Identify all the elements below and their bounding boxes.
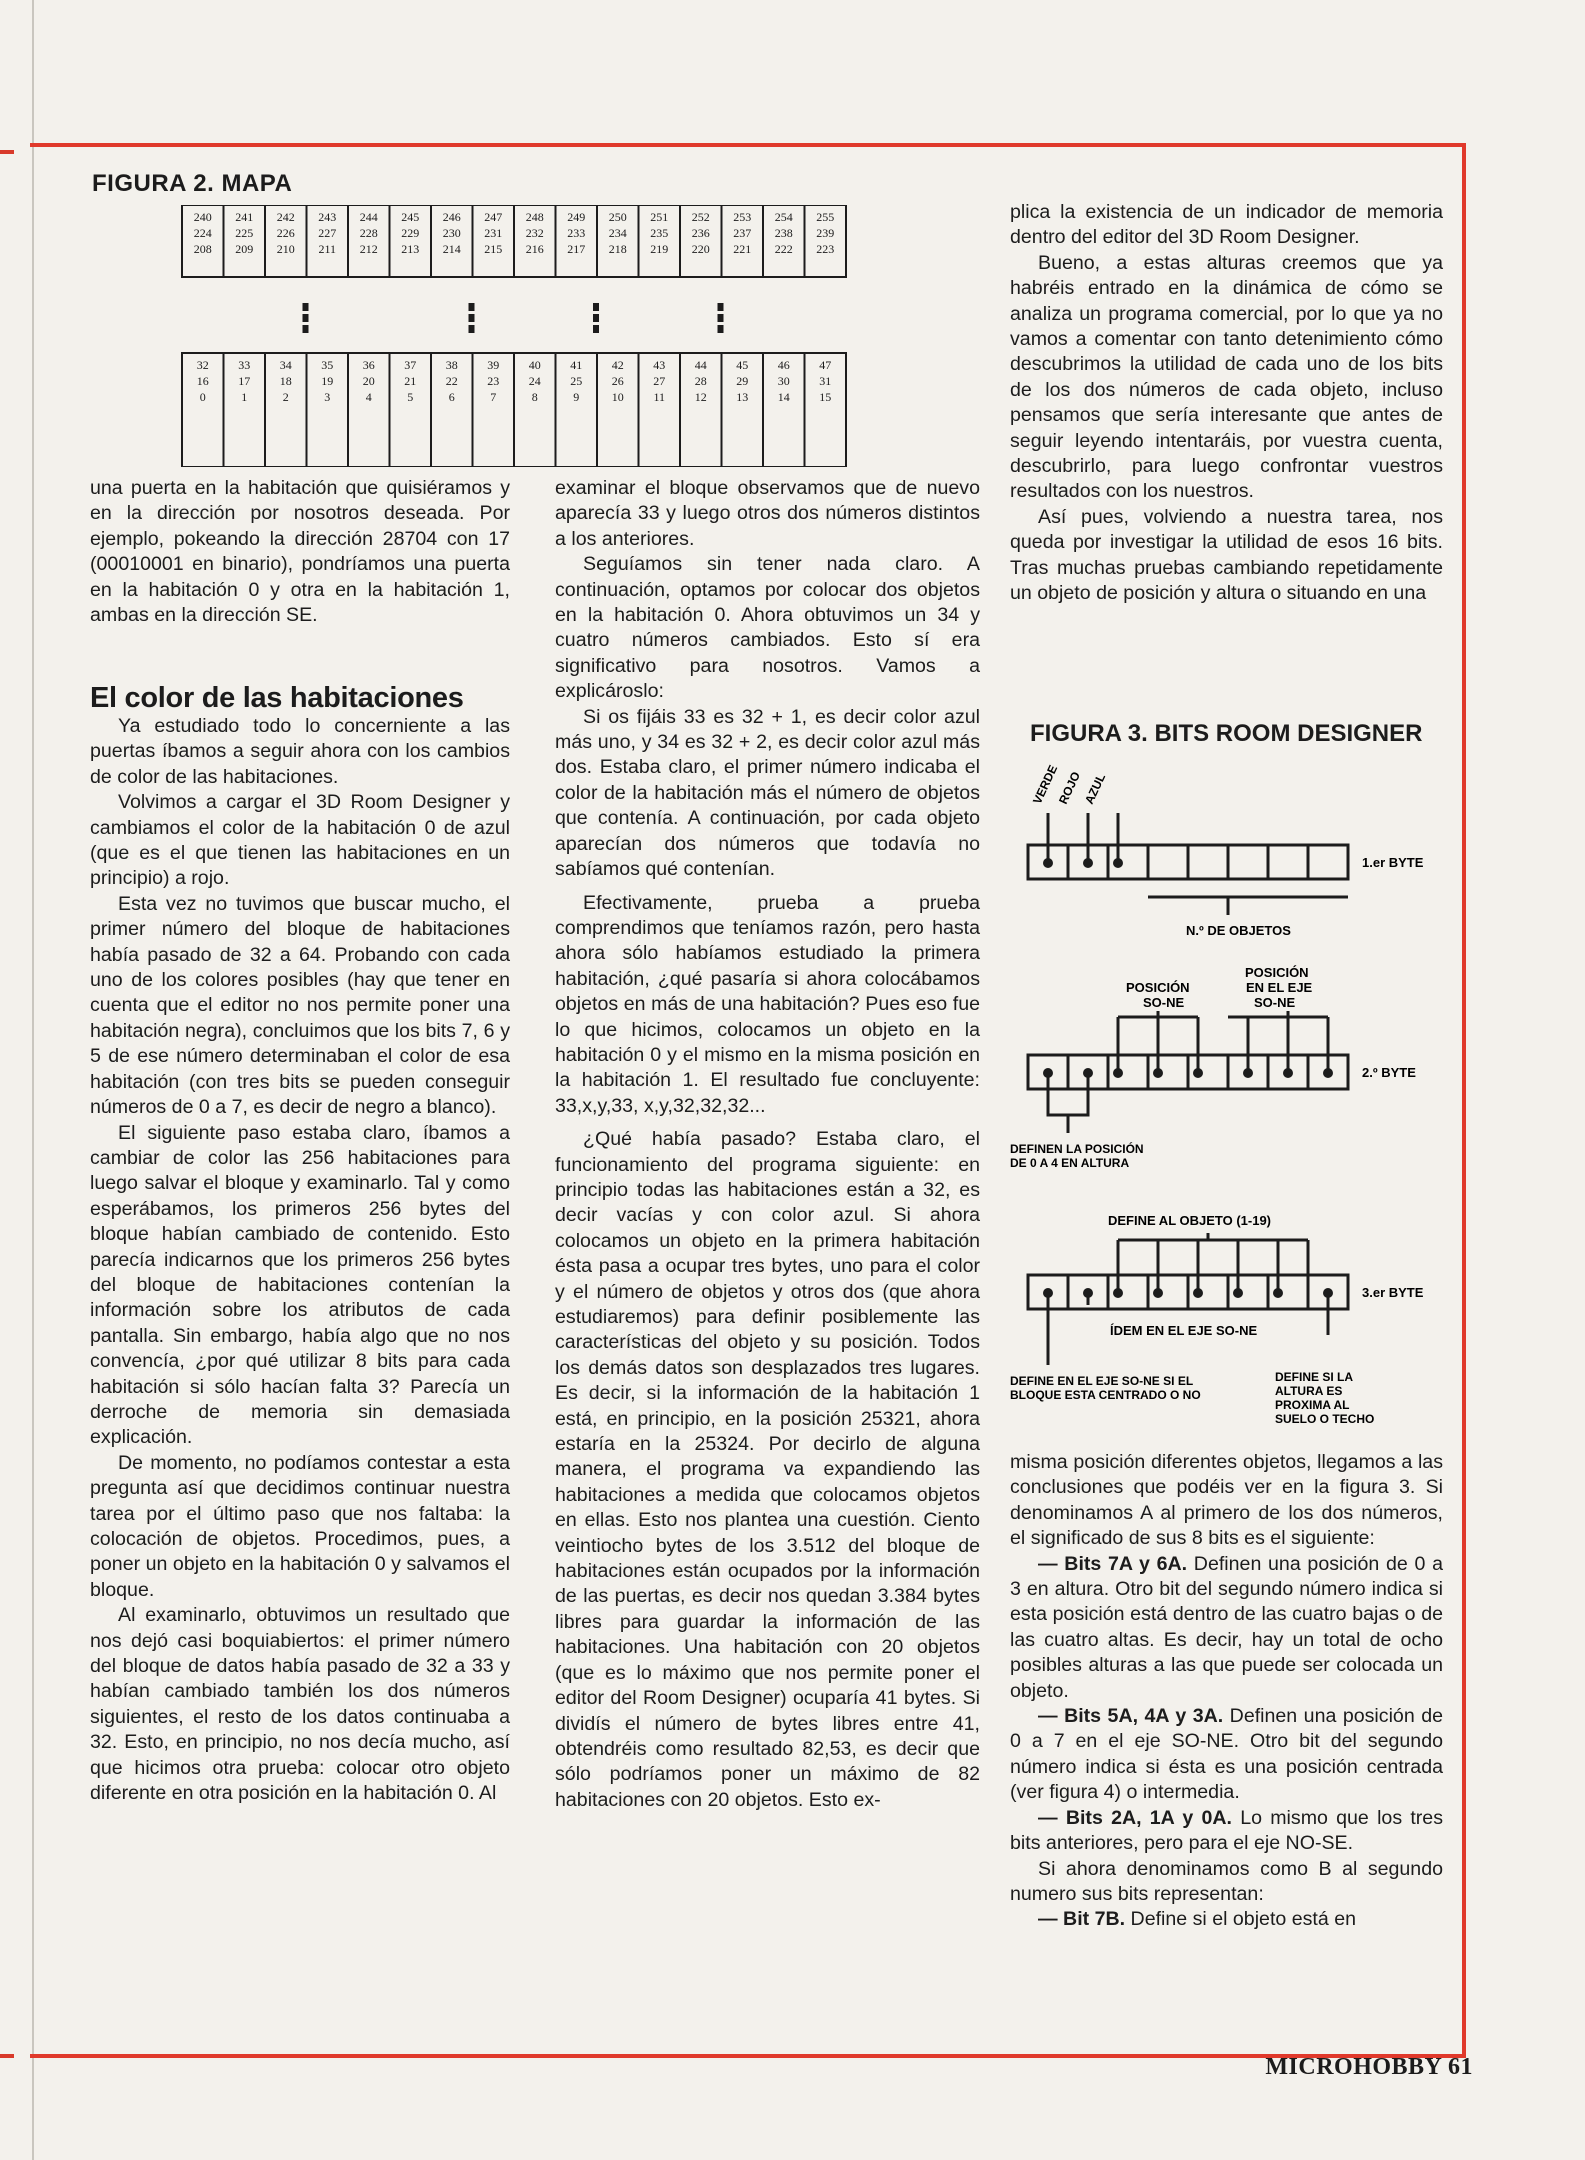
map-top-room-number: 240 — [193, 210, 212, 224]
paragraph: Al examinarlo, obtuvimos un resultado que nos dejó casi boquiabiertos: el primer número del bloque de datos había pasado de 32 a 33 y habían cambiado también los dos números siguientes, el resto de los datos continuaba a 32. Esto, en principio, no nos decía mucho, así que hicimos otra prueba: colocar otro objeto diferente en otra posición en la habitación 0. Al — [90, 1604, 510, 1805]
map-top-room-number: 212 — [359, 242, 378, 256]
paragraph — [1010, 1552, 1443, 1704]
map-top-room-number: 222 — [774, 242, 793, 256]
map-continuation-mark — [303, 314, 309, 322]
map-top-room-number: 210 — [276, 242, 295, 256]
bits-2a-1a-0a-text: Lo mismo que los tres bits anteriores, pero para el eje NO-SE. — [1010, 1806, 1444, 1855]
map-bottom-room-number: 25 — [570, 374, 583, 388]
map-top-room-number: 255 — [816, 210, 835, 224]
map-bottom-room-number: 38 — [445, 358, 458, 372]
map-bottom-room-number: 23 — [487, 374, 500, 388]
paragraph: Volvimos a cargar el 3D Room Designer y cambiamos el color de la habitación 0 de azul (que es el que tienen las habitaciones en un principio) a rojo. — [90, 791, 510, 890]
map-bottom-room-number: 17 — [238, 374, 251, 388]
map-top-room-number: 224 — [193, 226, 212, 240]
paragraph: Esta vez no tuvimos que buscar mucho, el primer número del bloque de habitaciones había pasado de 32 a 64. Probando con cada uno de los colores posibles (hay que tener en cuenta que el editor no nos permite poner una habitación negra), concluimos que los bits 7, 6 y 5 de ese número determinaban el color de esa habitación (con tres bits se pueden conseguir números de 0 a 7, es decir de negro a blanco). — [90, 892, 510, 1119]
map-top-room-number: 217 — [567, 242, 586, 256]
label-verde: VERDE — [1030, 762, 1061, 807]
map-top-room-number: 209 — [235, 242, 254, 256]
map-bottom-room-number: 5 — [407, 390, 414, 404]
map-top-room-number: 244 — [359, 210, 378, 224]
map-bottom-room-number: 26 — [611, 374, 624, 388]
map-top-room-number: 215 — [484, 242, 503, 256]
map-continuation-mark — [593, 303, 599, 311]
paragraph: Efectivamente, prueba a prueba comprendimos que teníamos razón, pero hasta ahora sólo habíamos estudiado la primera habitación, ¿qué pasaría si ahora colocábamos objetos en más de una habitación? Pues eso fue lo que hicimos, colocamos un objeto en la habitación 0 y el mismo en la misma posición en la habitación 1. El resultado fue concluyente: 33,x,y,33, x,y,32,32,32... — [555, 891, 980, 1117]
page-footer: MICROHOBBY 61 — [1265, 2054, 1473, 2080]
map-bottom-room-number: 34 — [279, 358, 292, 372]
map-continuation-mark — [718, 314, 724, 322]
map-continuation-mark — [593, 314, 599, 322]
define-centrado-line-2: BLOQUE ESTA CENTRADO O NO — [1010, 1388, 1201, 1402]
pos-sone-line-2: SO-NE — [1143, 995, 1185, 1010]
map-top-room-number: 246 — [442, 210, 461, 224]
map-bottom-room-number: 3 — [324, 390, 331, 404]
map-continuation-mark — [469, 314, 475, 322]
map-bottom-room-number: 24 — [528, 374, 541, 388]
pos-eje-line-1: POSICIÓN — [1245, 965, 1309, 980]
map-bottom-room-number: 22 — [445, 374, 458, 388]
paragraph: ¿Qué había pasado? Estaba claro, el funcionamiento del programa siguiente: en principio todas las habitaciones están a 32, es decir vacías y con color azul. Si ahora colocamos un objeto en la primera habitación ésta pasa a ocupar tres bytes, uno para el color y el número de objetos y otros dos (que ahora estudiaremos) para definir posiblemente las características del objeto y su posición. Todos los demás datos son desplazados tres lugares. Es decir, si la información de la habitación 1 está, en principio, en la posición 25321, ahora estaría en la 25324. Por decirlo de alguna manera, el programa va expandiendo las habitaciones a medida que colocamos objetos en ellas. Esto nos plantea una cuestión. Ciento veintiocho bytes de los 3.512 del bloque de habitaciones están ocupados por la información de las puertas, es decir nos quedan 3.384 bytes libres para guardar la información de las habitaciones. Una habitación con 20 objetos (que es lo máximo que nos permite poner el editor del Room Designer) ocuparía 41 bytes. Si dividís el número de bytes libres entre 41, obtendréis como resultado 82,53, es decir que sólo podríamos poner un máximo de 82 habitaciones con 20 objetos. Esto ex- — [555, 1128, 980, 1811]
map-top-room-number: 233 — [567, 226, 586, 240]
bits-5a-4a-3a-heading: — Bits 5A, 4A y 3A. — [1038, 1705, 1224, 1728]
map-bottom-room-number: 18 — [279, 374, 292, 388]
paragraph: Así pues, volviendo a nuestra tarea, nos queda por investigar la utilidad de esos 16 bits. Tras muchas pruebas cambiando repetidamente un objeto de posición y altura o situando en una — [1010, 505, 1443, 605]
map-top-room-number: 252 — [691, 210, 710, 224]
map-bottom-room-number: 46 — [777, 358, 790, 372]
map-top-room-number: 249 — [567, 210, 586, 224]
map-top-room-number: 219 — [650, 242, 669, 256]
pos-eje-line-2: EN EL EJE — [1246, 980, 1313, 995]
bits-7a-6a-text: Definen una posición de 0 a 3 en altura. Otro bit del segundo número indica si esta posición está dentro de las cuatro bajas o de las cuatro altas. Es decir, hay un total de ocho posibles alturas a las que puede ser colocada un objeto. — [1010, 1552, 1443, 1702]
map-bottom-room-number: 12 — [694, 390, 707, 404]
paragraph: Seguíamos sin tener nada claro. A continuación, optamos por colocar dos objetos en la habitación 0. Ahora obtuvimos un 34 y cuatro números cambiados. Esto sí era significativo para nosotros. Vamos a explicároslo: — [555, 553, 980, 703]
map-top-room-number: 236 — [691, 226, 710, 240]
map-bottom-room-number: 30 — [777, 374, 790, 388]
paragraph — [1010, 1907, 1443, 1932]
definen-altura-line-2: DE 0 A 4 EN ALTURA — [1010, 1156, 1130, 1170]
map-bottom-room-number: 11 — [653, 390, 666, 404]
paragraph: misma posición diferentes objetos, llegamos a las conclusiones que podéis ver en la figura 3. Si denominamos A al primero de los dos números, el significado de sus 8 bits es el siguiente: — [1010, 1451, 1443, 1550]
paragraph: plica la existencia de un indicador de memoria dentro del editor del 3D Room Designer. — [1010, 201, 1443, 249]
margin-mark-bottom — [0, 2054, 14, 2058]
label-rojo: ROJO — [1056, 769, 1084, 807]
map-continuation-mark — [469, 303, 475, 311]
map-top-room-number: 223 — [816, 242, 835, 256]
map-top-room-number: 242 — [276, 210, 295, 224]
map-top-room-number: 253 — [733, 210, 752, 224]
map-bottom-room-number: 6 — [448, 390, 455, 404]
map-bottom-room-number: 37 — [404, 358, 417, 372]
map-top-room-number: 239 — [816, 226, 835, 240]
paragraph: una puerta en la habitación que quisiéramos y en la dirección por nosotros deseada. Por ejemplo, pokeando la dirección 28704 con 17 (00010001 en binario), pondríamos una puerta en la habitación 0 y otra en la habitación 1, ambas en la dirección SE. — [90, 477, 510, 627]
map-bottom-room-number: 28 — [694, 374, 707, 388]
map-top-room-number: 241 — [235, 210, 254, 224]
map-top-room-number: 250 — [608, 210, 627, 224]
bits-5a-4a-3a-text: Definen una posición de 0 a 7 en el eje SO-NE. Otro bit del segundo número indica si ésta es una posición centrada (ver figura 4) o intermedia. — [1010, 1705, 1443, 1804]
figure-3-diagram — [1010, 755, 1460, 1450]
map-bottom-room-number: 43 — [653, 358, 666, 372]
map-bottom-room-number: 10 — [611, 390, 624, 404]
map-top-room-number: 227 — [318, 226, 337, 240]
map-bottom-room-number: 21 — [404, 374, 417, 388]
map-continuation-mark — [303, 325, 309, 333]
num-objetos-label: N.º DE OBJETOS — [1186, 923, 1291, 938]
map-bottom-room-number: 41 — [570, 358, 583, 372]
definen-altura-line-1: DEFINEN LA POSICIÓN — [1010, 1142, 1144, 1156]
map-bottom-room-number: 0 — [199, 390, 206, 404]
paragraph: Si os fijáis 33 es 32 + 1, es decir color azul más uno, y 34 es 32 + 2, es decir color azul más dos. Estaba claro, el primer número indicaba el color de la habitación más el número de objetos que contenía. A continuación, por cada objeto aparecían dos números que todavía no sabíamos qué contenían. — [555, 705, 980, 881]
map-top-room-number: 221 — [733, 242, 752, 256]
map-bottom-room-number: 15 — [819, 390, 832, 404]
map-top-room-number: 247 — [484, 210, 503, 224]
map-top-room-number: 235 — [650, 226, 669, 240]
pos-eje-line-3: SO-NE — [1254, 995, 1296, 1010]
map-bottom-room-number: 9 — [573, 390, 580, 404]
map-bottom-room-number: 33 — [238, 358, 251, 372]
paragraph: Si ahora denominamos como B al segundo numero sus bits representan: — [1010, 1857, 1443, 1905]
map-continuation-mark — [303, 303, 309, 311]
map-bottom-room-number: 31 — [819, 374, 832, 388]
paragraph: Ya estudiado todo lo concerniente a las puertas íbamos a seguir ahora con los cambios de color de las habitaciones. — [90, 715, 510, 788]
byte-1-label: 1.er BYTE — [1362, 855, 1424, 870]
map-top-room-number: 214 — [442, 242, 461, 256]
map-bottom-room-number: 35 — [321, 358, 334, 372]
map-top-room-number: 230 — [442, 226, 461, 240]
define-altura-line-1: DEFINE SI LA — [1275, 1370, 1354, 1384]
map-bottom-room-number: 32 — [196, 358, 209, 372]
paragraph — [1010, 1704, 1443, 1806]
map-bottom-room-number: 44 — [694, 358, 707, 372]
map-top-room-number: 237 — [733, 226, 752, 240]
section-title: El color de las habitaciones — [90, 682, 464, 714]
map-bottom-room-number: 1 — [241, 390, 248, 404]
figure-2-title: FIGURA 2. MAPA — [92, 170, 293, 197]
map-continuation-mark — [718, 325, 724, 333]
map-top-room-number: 225 — [235, 226, 254, 240]
paragraph — [1010, 1806, 1443, 1857]
map-continuation-mark — [469, 325, 475, 333]
map-bottom-room-number: 36 — [362, 358, 375, 372]
bit-7b-heading: — Bit 7B. — [1038, 1908, 1126, 1931]
bits-7a-6a-heading: — Bits 7A y 6A. — [1038, 1552, 1188, 1575]
map-continuation-mark — [593, 325, 599, 333]
map-bottom-room-number: 19 — [321, 374, 334, 388]
column-1-top — [90, 476, 510, 628]
margin-mark-top — [0, 150, 14, 154]
map-top-room-number: 248 — [525, 210, 544, 224]
idem-label: ÍDEM EN EL EJE SO-NE — [1110, 1323, 1258, 1338]
paragraph: De momento, no podíamos contestar a esta pregunta así que decidimos continuar nuestra tarea por el último paso que nos faltaba: la colocación de objetos. Procedimos, pues, a poner un objeto en la habitación 0 y salvamos el bloque. — [90, 1451, 510, 1601]
map-bottom-room-number: 27 — [653, 374, 666, 388]
map-top-room-number: 213 — [401, 242, 420, 256]
column-3-top — [1010, 200, 1443, 607]
map-bottom-room-number: 40 — [528, 358, 541, 372]
map-bottom-room-number: 13 — [736, 390, 749, 404]
map-top-room-number: 231 — [484, 226, 503, 240]
define-objeto-label: DEFINE AL OBJETO (1-19) — [1108, 1213, 1272, 1228]
bit-7b-text: Define si el objeto está en — [1125, 1908, 1357, 1931]
map-top-room-number: 245 — [401, 210, 420, 224]
paragraph: El siguiente paso estaba claro, íbamos a cambiar de color las 256 habitaciones para luego salvar el bloque y examinarlo. Tal y como esperábamos, los primeros 256 bytes del bloque habían cambiado de contenido. Esto parecía indicarnos que los primeros 256 bytes del bloque de habitaciones contenían la información sobre los atributos de cada pantalla. Sin embargo, había algo que no nos convencía, ¿por qué utilizar 8 bits para cada habitación si sólo hacían falta 3? Parecía un derroche de memoria sin demasiada explicación. — [90, 1121, 510, 1449]
bits-2a-1a-0a-heading: — Bits 2A, 1A y 0A. — [1038, 1806, 1232, 1829]
map-bottom-room-number: 8 — [531, 390, 538, 404]
map-bottom-room-number: 42 — [611, 358, 624, 372]
define-altura-line-3: PROXIMA AL — [1275, 1398, 1350, 1412]
paragraph: Bueno, a estas alturas creemos que ya habréis entrado en la dinámica de cómo se analiza un programa comercial, por lo que ya no vamos a comentar con tanto detenimiento cómo descubrimos la utilidad de cada uno de los bits de los dos números de cada objeto, incluso pensamos que sería interesante que antes de seguir leyendo intentaráis, por vuestra cuenta, descubrirlo, para luego confrontar vuestros resultados con los nuestros. — [1010, 251, 1443, 503]
map-top-room-number: 226 — [276, 226, 295, 240]
map-top-room-number: 234 — [608, 226, 627, 240]
label-azul: AZUL — [1082, 771, 1109, 807]
define-centrado-line-1: DEFINE EN EL EJE SO-NE SI EL — [1010, 1374, 1194, 1388]
map-bottom-room-number: 4 — [365, 390, 372, 404]
column-1 — [90, 714, 510, 1806]
map-bottom-room-number: 45 — [736, 358, 749, 372]
map-continuation-mark — [718, 303, 724, 311]
paragraph: examinar el bloque observamos que de nuevo aparecía 33 y luego otros dos números distintos a los anteriores. — [555, 477, 980, 550]
figure-3-title: FIGURA 3. BITS ROOM DESIGNER — [1030, 720, 1423, 747]
map-bottom-room-number: 7 — [490, 390, 497, 404]
map-top-room-number: 229 — [401, 226, 420, 240]
map-bottom-room-number: 39 — [487, 358, 500, 372]
map-bottom-room-number: 14 — [777, 390, 790, 404]
define-altura-line-2: ALTURA ES — [1275, 1384, 1343, 1398]
map-top-room-number: 216 — [525, 242, 544, 256]
column-2 — [555, 476, 980, 1813]
map-bottom-room-number: 16 — [196, 374, 209, 388]
map-top-room-number: 218 — [608, 242, 627, 256]
map-bottom-room-number: 29 — [736, 374, 749, 388]
map-top-room-number: 220 — [691, 242, 710, 256]
map-top-room-number: 254 — [774, 210, 793, 224]
define-altura-line-4: SUELO O TECHO — [1275, 1412, 1375, 1426]
map-top-room-number: 243 — [318, 210, 337, 224]
map-bottom-room-number: 20 — [362, 374, 375, 388]
byte-1-cells — [1028, 813, 1348, 915]
pos-sone-line-1: POSICIÓN — [1126, 980, 1190, 995]
map-top-room-number: 251 — [650, 210, 669, 224]
figure-2-map — [180, 205, 850, 472]
map-top-room-number: 232 — [525, 226, 544, 240]
map-bottom-room-number: 47 — [819, 358, 832, 372]
column-3-bottom — [1010, 1450, 1443, 1933]
map-top-room-number: 238 — [774, 226, 793, 240]
map-bottom-room-number: 2 — [282, 390, 289, 404]
map-top-room-number: 228 — [359, 226, 378, 240]
byte-3-label: 3.er BYTE — [1362, 1285, 1424, 1300]
map-top-room-number: 211 — [318, 242, 337, 256]
map-top-room-number: 208 — [193, 242, 212, 256]
byte-2-label: 2.º BYTE — [1362, 1065, 1416, 1080]
